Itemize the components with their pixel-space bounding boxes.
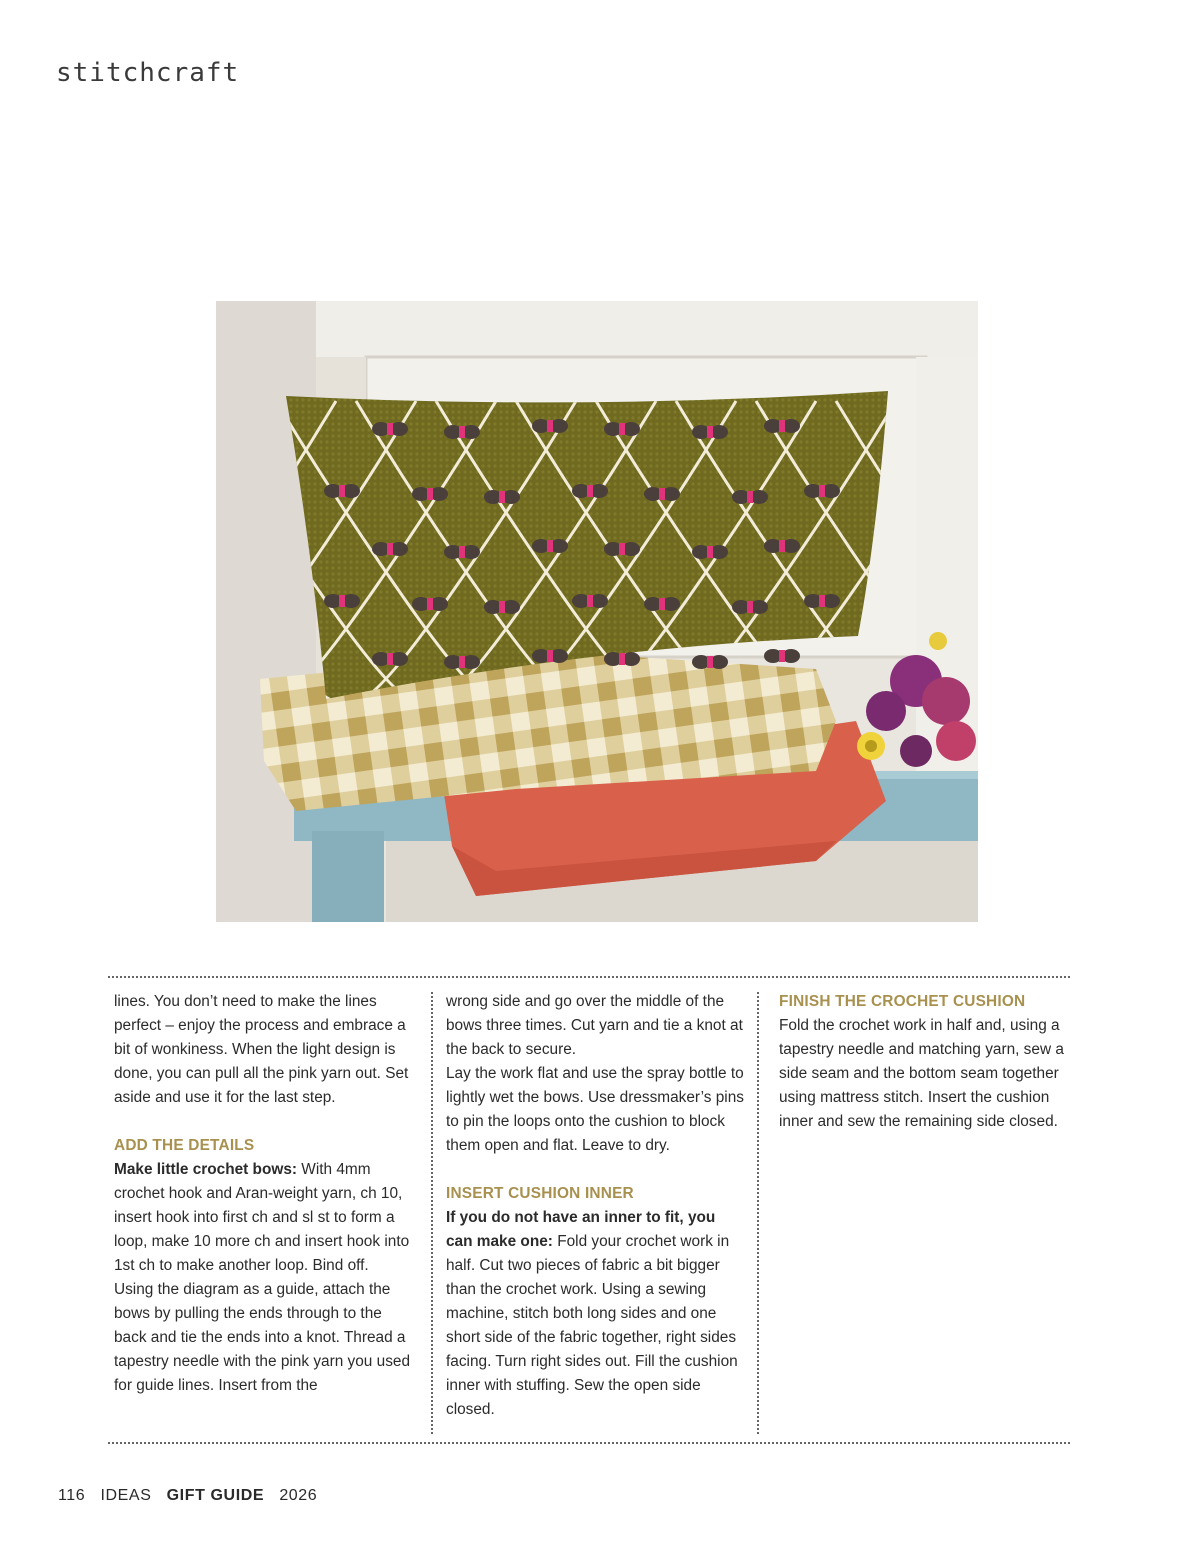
- crochet-bow: [412, 597, 448, 611]
- crochet-bow: [604, 542, 640, 556]
- page-footer: [58, 1487, 317, 1505]
- paragraph: Using the diagram as a guide, attach the bows by pulling the ends through to the back and tie the ends into a knot. Thread a tapestry needle with the pink yarn you used for guide lines. Insert from the: [114, 1281, 411, 1394]
- crochet-bow: [692, 655, 728, 669]
- crochet-bow: [372, 542, 408, 556]
- column-1: [114, 990, 414, 1398]
- crochet-bow: [444, 545, 480, 559]
- paragraph-text: Fold your crochet work in half. Cut two pieces of fabric a bit bigger than the crochet work. Using a sewing machine, stitch both long sides and one short side of the fabric together, right sides facing. Turn right sides out. Fill the cushion inner with stuffing. Sew the open side closed.: [446, 1233, 738, 1418]
- crochet-bow: [692, 425, 728, 439]
- crochet-bow: [692, 545, 728, 559]
- crochet-bow: [532, 419, 568, 433]
- crochet-bow: [444, 425, 480, 439]
- column-divider: [431, 992, 433, 1434]
- crochet-bow: [412, 487, 448, 501]
- crochet-bow: [444, 655, 480, 669]
- paragraph: wrong side and go over the middle of the bows three times. Cut yarn and tie a knot at the back to secure.: [446, 993, 743, 1058]
- issue-title: GIFT GUIDE: [166, 1487, 265, 1504]
- paragraph: [114, 1158, 414, 1278]
- section-tag: stitchcraft: [56, 58, 240, 88]
- crochet-bow: [324, 594, 360, 608]
- crochet-bow: [644, 597, 680, 611]
- column-divider: [757, 992, 759, 1434]
- crochet-bow: [764, 419, 800, 433]
- paragraph: Fold the crochet work in half and, using a tapestry needle and matching yarn, sew a side seam and the bottom seam together using mattress stitch. Insert the cushion inner and sew the remaining side closed.: [779, 1017, 1064, 1130]
- paragraph: [446, 1206, 746, 1422]
- column-2: [446, 990, 746, 1422]
- section-heading: INSERT CUSHION INNER: [446, 1185, 634, 1202]
- column-3: [779, 990, 1077, 1134]
- crochet-bow: [732, 600, 768, 614]
- crochet-bow: [804, 484, 840, 498]
- paragraph-text: With 4mm crochet hook and Aran-weight yarn, ch 10, insert hook into first ch and sl st to form a loop, make 10 more ch and insert hook into 1st ch to make another loop. Bind off.: [114, 1161, 410, 1274]
- crochet-bow: [532, 539, 568, 553]
- crochet-bow: [532, 649, 568, 663]
- crochet-bow: [764, 649, 800, 663]
- top-dotted-rule: [108, 976, 1070, 978]
- crochet-bow: [764, 539, 800, 553]
- paragraph: Lay the work flat and use the spray bottle to lightly wet the bows. Use dressmaker’s pins to pin the loops onto the cushion to block them open and flat. Leave to dry.: [446, 1065, 744, 1154]
- crochet-bow: [484, 600, 520, 614]
- crochet-bow: [644, 487, 680, 501]
- page-number: 116: [58, 1487, 86, 1504]
- crochet-bow: [372, 422, 408, 436]
- cushion-photo: [216, 301, 978, 922]
- crochet-bow: [804, 594, 840, 608]
- issue-year: 2026: [279, 1487, 318, 1504]
- bottom-dotted-rule: [108, 1442, 1070, 1444]
- crochet-bow: [572, 484, 608, 498]
- crochet-bow: [484, 490, 520, 504]
- magazine-brand: IDEAS: [100, 1487, 152, 1504]
- crochet-bow: [572, 594, 608, 608]
- lead-in: Make little crochet bows:: [114, 1161, 298, 1178]
- crochet-bow: [604, 652, 640, 666]
- section-heading: FINISH THE CROCHET CUSHION: [779, 993, 1026, 1010]
- crochet-cushion-photo-icon: [216, 301, 978, 922]
- section-heading: ADD THE DETAILS: [114, 1137, 255, 1154]
- crochet-bow: [604, 422, 640, 436]
- paragraph: lines. You don’t need to make the lines perfect – enjoy the process and embrace a bit of wonkiness. When the light design is done, you can pull all the pink yarn out. Set aside and use it for the last step.: [114, 993, 409, 1106]
- crochet-bow: [372, 652, 408, 666]
- crochet-bow: [732, 490, 768, 504]
- crochet-bow: [324, 484, 360, 498]
- lead-in: If you do not have an inner to fit, you can make one:: [446, 1209, 716, 1250]
